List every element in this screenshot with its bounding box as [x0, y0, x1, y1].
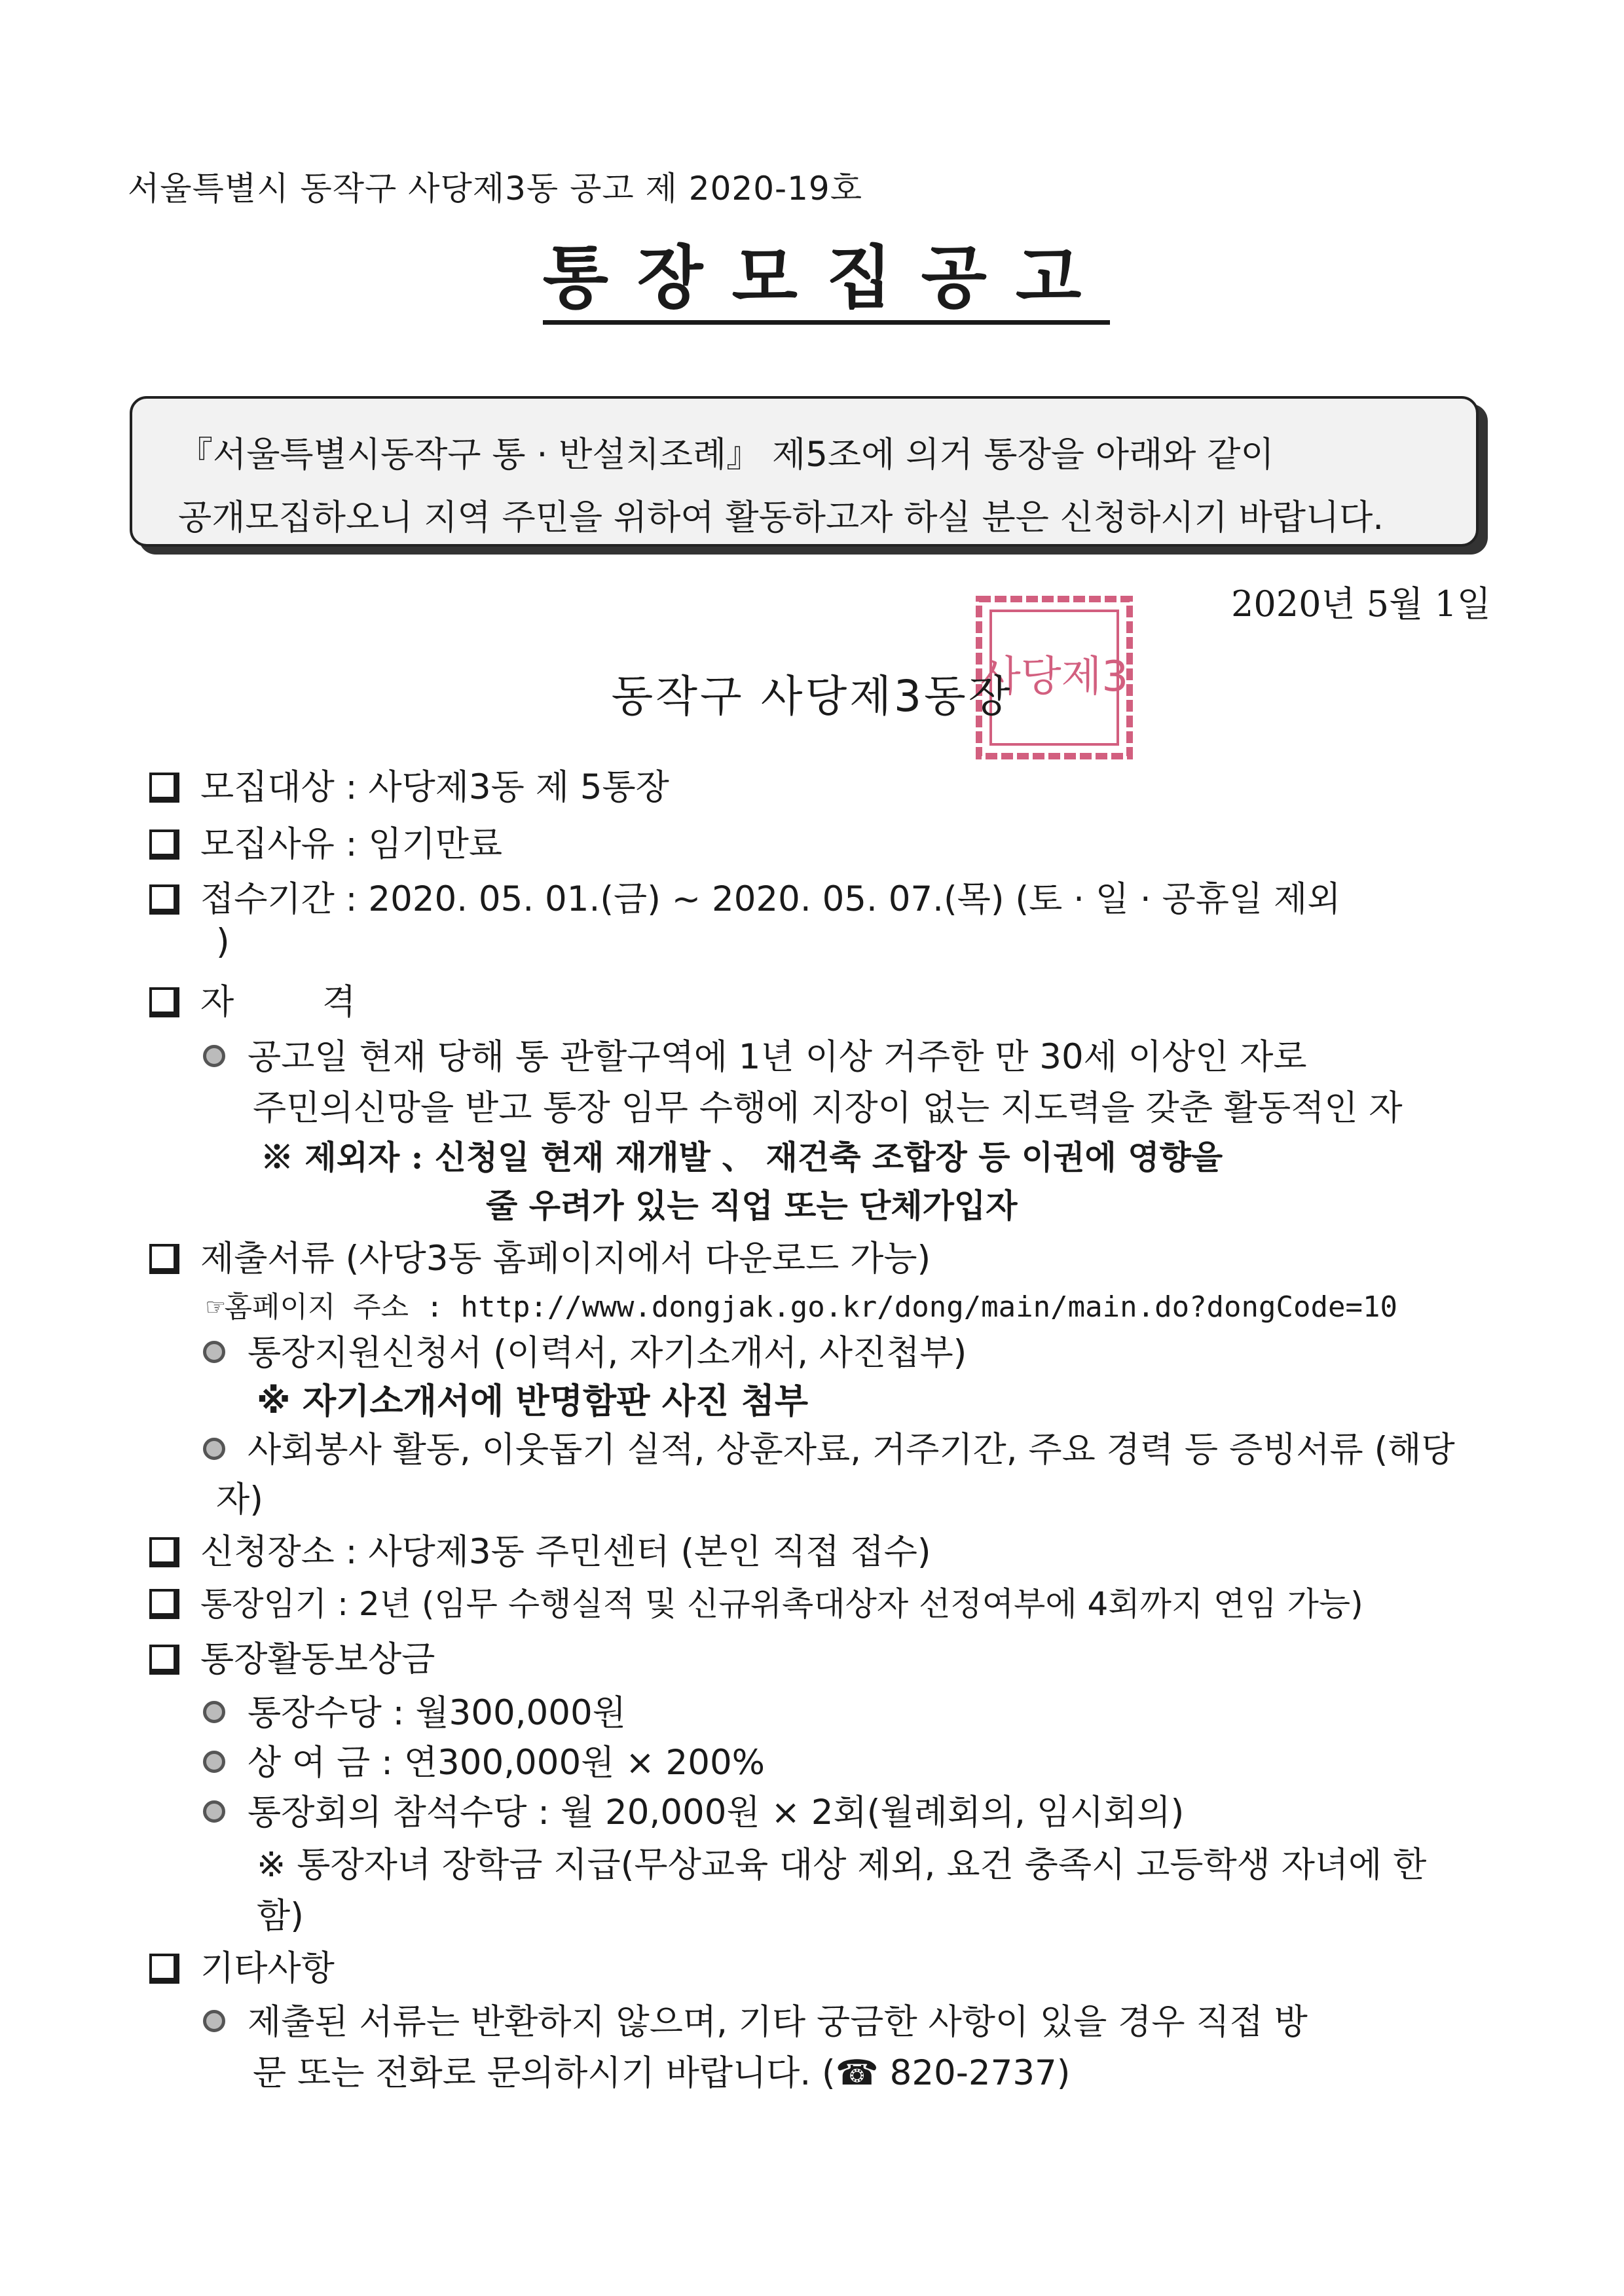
- documents-item-2-text: 사회봉사 활동, 이웃돕기 실적, 상훈자료, 거주기간, 주요 경력 등 증빙서류 (해당: [248, 1430, 1455, 1470]
- etc-item-1: [203, 1994, 1308, 2044]
- bullet-icon: [203, 1341, 225, 1363]
- scholarship-note-line-2: 함): [257, 1896, 304, 1936]
- section-etc: [149, 1941, 335, 1990]
- section-term: [149, 1578, 1363, 1625]
- section-documents: [149, 1231, 931, 1281]
- bullet-icon: [203, 2010, 225, 2032]
- bullet-icon: [203, 1438, 225, 1460]
- section-compensation-heading: 통장활동보상금: [200, 1639, 435, 1679]
- homepage-url: ☞홈페이지 주소 : http://www.dongjak.go.kr/dong/main/main.do?dongCode=10: [207, 1290, 1397, 1324]
- checkbox-icon: [149, 829, 179, 860]
- compensation-item-2: [203, 1735, 765, 1785]
- checkbox-icon: [149, 1244, 179, 1274]
- section-place-text: 신청장소 : 사당제3동 주민센터 (본인 직접 접수): [200, 1532, 931, 1572]
- intro-box: [130, 396, 1479, 547]
- section-reason: [149, 816, 502, 866]
- intro-line-1: 『서울특별시동작구 통 · 반설치조례』 제5조에 의거 통장을 아래와 같이: [178, 435, 1274, 475]
- section-qualification: [149, 974, 356, 1024]
- issuer: 동작구 사당제3동장: [611, 671, 1013, 721]
- notice-date: 2020년 5월 1일: [1231, 583, 1491, 625]
- section-place: [149, 1524, 931, 1574]
- section-etc-heading: 기타사항: [200, 1948, 335, 1988]
- section-term-text: 통장임기 : 2년 (임무 수행실적 및 신규위촉대상자 선정여부에 4회까지 연임 가능): [200, 1585, 1363, 1623]
- compensation-item-1-text: 통장수당 : 월300,000원: [248, 1693, 626, 1733]
- bullet-icon: [203, 1701, 225, 1723]
- section-period-text: 접수기간 : 2020. 05. 01.(금) ~ 2020. 05. 07.(목) (토 · 일 · 공휴일 제외: [200, 879, 1341, 919]
- bullet-icon: [203, 1751, 225, 1773]
- etc-item-1-cont: 문 또는 전화로 문의하시기 바랍니다. (☎ 820-2737): [253, 2053, 1071, 2093]
- scholarship-note-line-1: ※ 통장자녀 장학금 지급(무상교육 대상 제외, 요건 충족시 고등학생 자녀에 한: [257, 1845, 1427, 1885]
- documents-item-2: [203, 1422, 1455, 1472]
- bullet-icon: [203, 1800, 225, 1823]
- checkbox-icon: [149, 773, 179, 803]
- checkbox-icon: [149, 1537, 179, 1567]
- documents-item-1-text: 통장지원신청서 (이력서, 자기소개서, 사진첩부): [248, 1333, 967, 1373]
- compensation-item-1: [203, 1685, 626, 1735]
- exclusion-note-line-1: ※ 제외자 : 신청일 현재 재개발 、 재건축 조합장 등 이권에 영향을: [261, 1138, 1223, 1176]
- etc-item-1-text: 제출된 서류는 반환하지 않으며, 기타 궁금한 사항이 있을 경우 직접 방: [248, 2002, 1308, 2042]
- section-target-text: 모집대상 : 사당제3동 제 5통장: [200, 767, 669, 807]
- documents-item-2-cont: 자): [216, 1480, 263, 1520]
- section-qualification-heading: 자 격: [200, 982, 356, 1022]
- compensation-item-2-text: 상 여 금 : 연300,000원 × 200%: [248, 1743, 766, 1783]
- checkbox-icon: [149, 1645, 179, 1675]
- documents-item-1: [203, 1325, 967, 1375]
- bullet-icon: [203, 1045, 225, 1067]
- document-title: [0, 223, 1624, 321]
- exclusion-note-line-2: 줄 우려가 있는 직업 또는 단체가입자: [486, 1186, 1018, 1225]
- notice-number: 서울특별시 동작구 사당제3동 공고 제 2020-19호: [128, 170, 862, 208]
- checkbox-icon: [149, 1589, 179, 1619]
- section-target: [149, 759, 669, 809]
- compensation-item-3-text: 통장회의 참석수당 : 월 20,000원 × 2회(월례회의, 임시회의): [248, 1793, 1185, 1832]
- qualification-item-1: [203, 1029, 1307, 1079]
- section-period-cont: ): [216, 922, 230, 962]
- qualification-line-2: 주민의신망을 받고 통장 임무 수행에 지장이 없는 지도력을 갖춘 활동적인 자: [253, 1088, 1403, 1128]
- section-reason-text: 모집사유 : 임기만료: [200, 824, 503, 864]
- svg-text:사당제3: 사당제3: [980, 653, 1129, 701]
- checkbox-icon: [149, 1954, 179, 1984]
- section-period: [149, 871, 1340, 921]
- checkbox-icon: [149, 884, 179, 915]
- intro-line-2: 공개모집하오니 지역 주민을 위하여 활동하고자 하실 분은 신청하시기 바랍니다.: [178, 498, 1384, 538]
- checkbox-icon: [149, 987, 179, 1017]
- compensation-item-3: [203, 1785, 1184, 1834]
- qualification-line-1: 공고일 현재 당해 통 관할구역에 1년 이상 거주한 만 30세 이상인 자로: [248, 1037, 1307, 1077]
- documents-photo-note: ※ 자기소개서에 반명함판 사진 첨부: [257, 1381, 809, 1421]
- section-documents-heading: 제출서류 (사당3동 홈페이지에서 다운로드 가능): [200, 1239, 931, 1279]
- section-compensation: [149, 1631, 435, 1681]
- document-title-text: 통장모집공고: [543, 238, 1111, 325]
